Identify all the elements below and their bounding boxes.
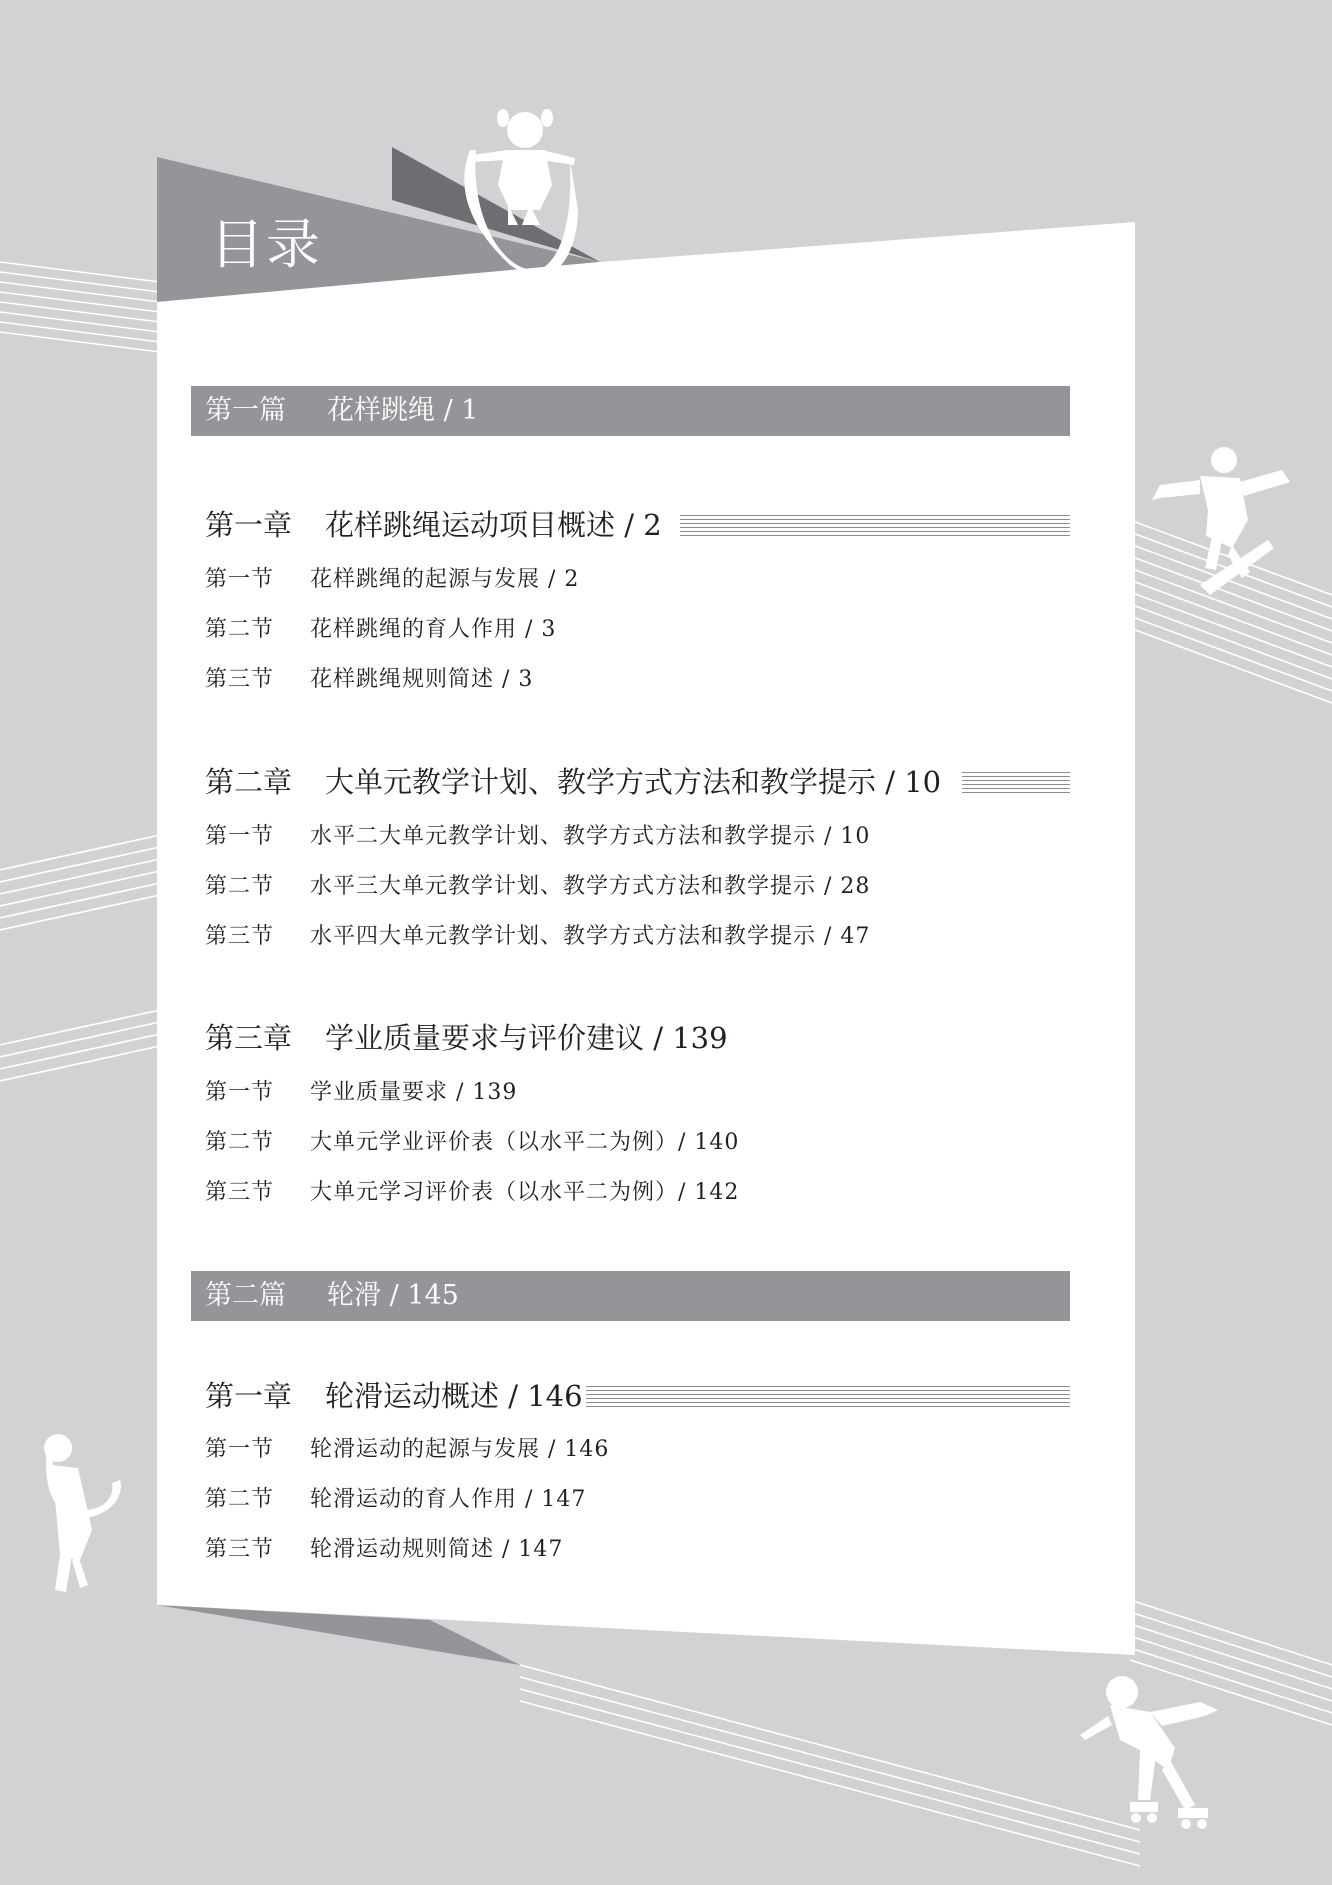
- section-number: 第二节: [205, 1130, 275, 1155]
- chapter-heading: [205, 1376, 583, 1416]
- section-title: 轮滑运动的起源与发展 / 146: [310, 1437, 610, 1462]
- section-entry: [205, 615, 556, 645]
- chapter-rule: [680, 515, 1070, 536]
- speed-lines-left-top: [0, 262, 160, 352]
- section-title: 水平三大单元教学计划、教学方式方法和教学提示 / 28: [310, 874, 871, 899]
- part-number: 第一篇: [205, 395, 286, 426]
- section-entry: [205, 1435, 609, 1465]
- section-entry: [205, 922, 870, 952]
- section-number: 第二节: [205, 1487, 275, 1512]
- section-number: 第一节: [205, 824, 275, 849]
- skateboarder-icon: [1152, 447, 1290, 595]
- section-title: 花样跳绳规则简述 / 3: [310, 667, 534, 692]
- section-title: 花样跳绳的育人作用 / 3: [310, 617, 557, 642]
- speed-lines-bottom: [520, 1665, 1140, 1866]
- section-number: 第二节: [205, 874, 275, 899]
- part-title: 花样跳绳 / 1: [327, 395, 479, 426]
- part-number: 第二篇: [205, 1280, 286, 1311]
- part-heading: [191, 1271, 1070, 1321]
- chapter-number: 第一章: [205, 1379, 293, 1413]
- chapter-heading: [205, 505, 662, 545]
- section-entry: [205, 565, 579, 595]
- chapter-number: 第一章: [205, 508, 293, 542]
- section-entry: [205, 872, 870, 902]
- section-title: 水平四大单元教学计划、教学方式方法和教学提示 / 47: [310, 924, 871, 949]
- chapter-title: 花样跳绳运动项目概述 / 2: [325, 508, 662, 542]
- section-entry: [205, 1485, 586, 1515]
- chapter-title: 学业质量要求与评价建议 / 139: [325, 1021, 728, 1055]
- section-title: 大单元学习评价表（以水平二为例）/ 142: [310, 1180, 740, 1205]
- section-entry: [205, 1128, 739, 1158]
- section-title: 轮滑运动规则简述 / 147: [310, 1537, 564, 1562]
- part-heading: [191, 386, 1070, 436]
- jump-rope-runner-icon: [44, 1434, 121, 1592]
- chapter-title: 大单元教学计划、教学方式方法和教学提示 / 10: [325, 765, 942, 799]
- section-title: 大单元学业评价表（以水平二为例）/ 140: [310, 1130, 740, 1155]
- chapter-title: 轮滑运动概述 / 146: [325, 1379, 583, 1413]
- chapter-rule: [962, 772, 1070, 793]
- section-title: 轮滑运动的育人作用 / 147: [310, 1487, 587, 1512]
- section-number: 第三节: [205, 667, 275, 692]
- roller-skater-icon: [1080, 1676, 1218, 1829]
- section-entry: [205, 1535, 563, 1565]
- section-number: 第一节: [205, 1437, 275, 1462]
- page-title: 目录: [210, 213, 322, 276]
- chapter-number: 第三章: [205, 1021, 293, 1055]
- section-number: 第三节: [205, 924, 275, 949]
- section-number: 第一节: [205, 1080, 275, 1105]
- speed-lines-left-mid: [0, 835, 160, 1081]
- section-number: 第一节: [205, 567, 275, 592]
- section-number: 第二节: [205, 617, 275, 642]
- part-title: 轮滑 / 145: [327, 1280, 459, 1311]
- chapter-rule: [586, 1386, 1070, 1407]
- section-entry: [205, 822, 870, 852]
- section-entry: [205, 1078, 517, 1108]
- chapter-heading: [205, 762, 941, 802]
- speed-lines-right: [1130, 520, 1332, 1725]
- section-number: 第三节: [205, 1180, 275, 1205]
- section-title: 学业质量要求 / 139: [310, 1080, 518, 1105]
- chapter-number: 第二章: [205, 765, 293, 799]
- section-entry: [205, 665, 533, 695]
- section-title: 水平二大单元教学计划、教学方式方法和教学提示 / 10: [310, 824, 871, 849]
- section-number: 第三节: [205, 1537, 275, 1562]
- section-title: 花样跳绳的起源与发展 / 2: [310, 567, 580, 592]
- chapter-heading: [205, 1018, 728, 1058]
- section-entry: [205, 1178, 739, 1208]
